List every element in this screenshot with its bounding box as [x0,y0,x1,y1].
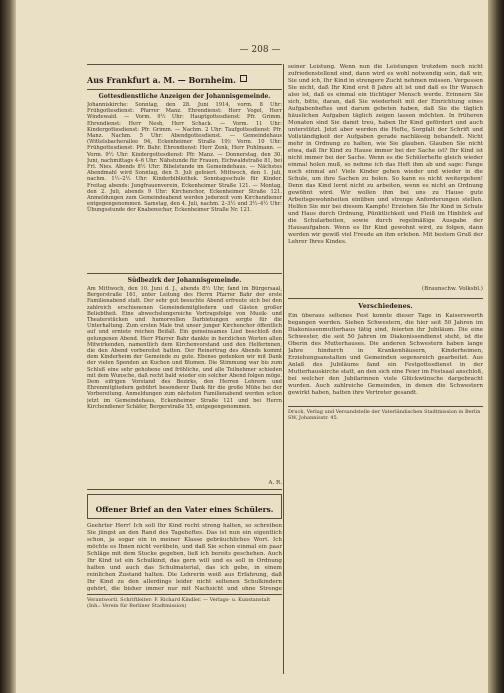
book-edge-right [488,0,504,693]
letter-heading-box [87,494,282,519]
section-title-suedbezirk: Südbezirk der Johannisgemeinde. [127,277,242,284]
section-rule [87,489,282,490]
footer-rule [288,406,483,407]
open-letter-start: Geehrter Herr! Ich soll Ihr Kind recht streng halten, so schreiben Sie jüngst an den Rand des Tageheftes. Das ist nun ein eigentlich schon, ja sogar ein in meiner Klasse gebräuchliches Wort. Ich möchte es Ihnen nicht verübeln, und daß Sie schon einmal ein paar Schläge mit dem Stocke gegeben, ließ ich bereits geschehen. Auch Ihr Kind ist ein Schulkind, das gern will und es soll in Ordnung halten und auch das Schulmaterial, das ich gebe, in einem reinlichen Zustand halten. Die Lehrerin weiß aus Erfahrung, daß Ihr Kind zu den allerdings leider nicht seltenen Schulkindern gehört, die bisher immer nur mit Nachsicht und ohne Strenge [87,523,282,591]
header-rule [87,89,282,90]
footer-rule [87,594,282,595]
section-header [87,65,282,89]
section-rule [288,298,483,299]
section-rule [87,273,282,274]
report-signature: A. R. [268,480,282,486]
johannis-announcements: Johanniskirche: Sonntag, den 28. Juni 1914, vorm. 8 Uhr: Frühgottesdienst: Pfarrer Manz. Ehrendienst: Herr Vogel, Herr Windewald. — Vorm. 9½ Uhr: Hauptgottesdienst: Pfr. Grimm. Ehrendienst: Herr Nesb, Herr Schack. — Vorm. 11 Uhr: Kindergottesdienst: Pfr. Grimm. — Nachm. 2 Uhr: Taufgottesdienst: Pfr. Manz. Nachm. 5 Uhr: Abendgottesdienst. — Gemeindehaus (Wittelsbacherallee 94, Eckenheimer Straße 19): Vorm. 10 Uhr: Frühgottesdienst: Pfr. Bahr. Ehrendienst: Herr Zenk, Herr Puhlmann. — Vorm. 9½ Uhr: Kindergottesdienst: Pfr. Manz. — Donnerstag, den 30. Juni, nachmittags 4–6 Uhr: Nähstunde für Frauen, Eichwaldstraße 81, bei Frl. Nies. Abends 8½ Uhr: Bibelstunde im Gemeindehaus. — Nächstes Abendmahl wird Sonntag, den 5. Juli gefeiert. Mittwoch, den 1. Juli, nachm. 1½–2½ Uhr: Kinderbibliothek. Sonntagsschule für Kinder. Freitag abends: Jungfrauenverein, Eckenheimer Straße 121. — Montag, den 2. Juli, abends 9 Uhr: Kirchenchor, Eckenheimer Straße 121. Anmeldungen zum Gemeindeabend werden jederzeit vom Kirchendiener entgegengenommen. Samstag, den 4. Juli, nachm. 2–3½ und 3½–4½ Uhr: Übungsstunde der Knabenschar, Eckenheimer Straße Nr. 121. [87,102,282,214]
suedbezirk-report: Am Mittwoch, den 10. Juni d. J., abends 8½ Uhr, fand im Bürgersaal, Bergerstraße 161, unter Leitung des Herrn Pfarrer Bahr der erste Familienabend statt. Der sehr gut besuchte Abend erfreute sich bei den zahlreich erschienenen Gemeindemitgliedern und Gästen großer Beliebtheit. Eine abwechslungsreiche Vortragsfolge von Musik- und Theaterstücken und humorvollen Darbietungen sorgte für die Unterhaltung. Zum ersten Male trat unser junger Kirchenchor öffentlich auf und erntete reichen Beifall. Ein gemeinsames Lied beschloß den gelungenen Abend. Herr Pfarrer Bahr dankte in herzlichen Worten allen Mitwirkenden, namentlich dem Kirchenvorstand und den Helferinnen, die den Abend vorbereitet hatten. Der Reinertrag des Abends kommt dem Kinderheim der Gemeinde zu gute. Ebenso gedenken wir mit Dank der vielen Spenden an Kuchen und Blumen. Die Stimmung war bis zum Schluß eine sehr gehobene und fröhliche, und alle Teilnehmer schieden mit dem Wunsche, daß recht bald wieder ein solcher Abend folgen möge. Dem eifrigen Vorstand des Bezirks, den Herren Lehrern und Ehrenmitgliedern gebührt besonderer Dank für die große Mühe bei der Vorbereitung. Anmeldungen zum nächsten Familienabend werden schon jetzt im Gemeindehaus, Eckenheimer Straße 121 und bei Herrn Kirchendiener Schäfer, Bergerstraße 55, entgegengenommen. [87,286,282,410]
right-column [288,64,483,421]
left-footer: Verantwortl. Schriftleiter: F. Richard Kindler. — Verlags- u. Kunstanstalt (Inh.: Verein für Berliner Stadtmission) [87,597,271,609]
letter-heading: Offener Brief an den Vater eines Schülers. [95,505,274,514]
book-edge-left [0,0,16,693]
column-divider [283,64,284,674]
square-icon [240,75,247,82]
open-letter-continued: seiner Leistung. Wenn nun die Leistungen trotzdem noch nicht zufriedenstellend sind, dann wird es wohl notwendig sein, daß wir, Sie und ich, Ihr Kind in strengere Zucht nehmen müssen. Vergessen Sie nicht, daß Ihr Kind erst 8 Jahre alt ist und daß es Ihr Wunsch also ist, daß es einmal ein tüchtiger Mensch werde. Erinnern Sie sich, bitte, daran, daß Sie wiederholt mit der Einrichtung eines Aufgabenheftes und darum gebeten haben, daß Sie die täglich häuslichen Aufgaben täglich zeigen lassen möchten. In früheren Monaten sind Sie damit treu, haben Ihr Kind gefördert und auch unterstützt. Jetzt aber werden die Hefte, Sorgfalt der Schrift und Vollständigkeit der Aufgaben gerade nachlässig behandelt. Nicht mehr in Ordnung zu halten, wie Sie glauben. Glauben Sie nicht etwa, daß Ihr Kind zu Hause immer bei der Sache ist? Ihr Kind ist nicht immer bei der Sache. Wenn es die Schülerhefte gleich wieder einmal holen muß, so nehme ich das Heft ihm ab und sage: Fange noch einmal an! Viele Kinder gehen wieder und wieder in die Schule, um ihre Sachen zu holen. So kann es nicht weitergehen! Denn das Kind lernt nicht zu arbeiten, wenn es nicht an Ordnung gewöhnt wird. Wir wollen ihm bei uns zu Hause gute Arbeitsgewohnheiten einüben und strenge Anforderungen stellen. Helfen Sie mir bei diesem Kampfe! Erziehen Sie Ihr Kind in Schule und Haus durch Ordnung, Pünktlichkeit und Fleiß im Hinblick auf die Schularbeiten, sowie durch regelmäßige Ausgabe der Hausaufgaben. Wenn es Ihr Kind gewohnt wird, zu folgen, dann werden wir gewiß viel Freude an ihm erleben. Mit bestem Gruß der Lehrer Ihres Kindes. [288,64,483,245]
section-title-johannis: Gottesdienstliche Anzeigen der Johannisgemeinde. [98,93,271,100]
page-number: — 208 — [239,45,281,55]
misc-article: Ein überaus seltenes Fest konnte dieser Tage in Kaiserswerth begangen werden. Sieben Schwestern, die hier seit 50 Jahren im Diakonissenmutterhaus tätig sind, feierten ihr Jubiläum. Die eine Schwester, die seit 50 Jahren im Diakonissendienst steht, ist die Oberin des Mutterhauses. Die anderen Schwestern haben lange Jahre hindurch in Krankenhäusern, Kinderheimen, Erziehungsanstalten und Gemeinden segensreich gearbeitet. Aus Anlaß des Jubiläums fand ein Festgottesdienst in der Mutterhauskirche statt, an den sich eine Feier im Festsaal anschloß, bei welcher den Jubilarinnen viele Glückwünsche dargebracht wurden. Auch zahlreiche Gemeinden, in denen die Schwestern gewirkt haben, hatten ihre Vertreter gesandt. [288,313,483,396]
section-title-misc: Verschiedenes. [358,302,413,310]
right-footer: Druck, Verlag und Versandstelle der Vaterländischen Stadtmission in Berlin SW, Johannisstr. 45. [288,409,481,421]
section-header-title: Aus Frankfurt a. M. — Bornheim. [87,75,236,85]
left-column [87,64,282,609]
letter-source: (Braunschw. Volksbl.) [421,286,483,292]
